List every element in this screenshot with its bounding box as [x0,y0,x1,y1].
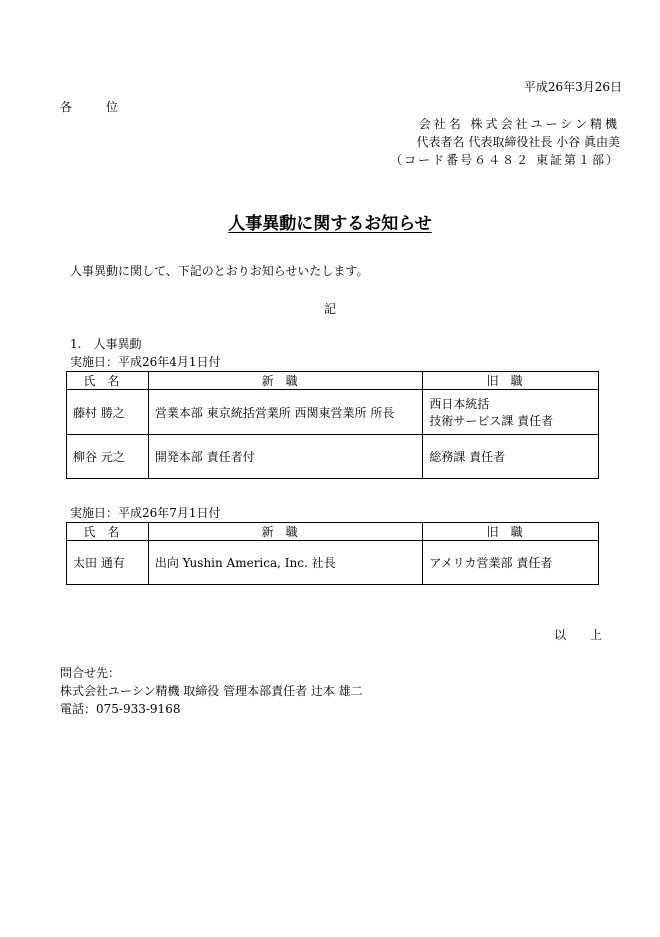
table-row [67,390,599,435]
addressee: 各 位 [60,100,118,114]
new-position: 出向 Yushin America, Inc. 社長 [148,541,423,585]
old-position-line-1: 西日本統括 [429,397,490,411]
company-name: 会社名 株式会社ユーシン精機 [418,117,620,131]
header-old-position: 旧職 [423,372,599,390]
header-name: 氏名 [67,372,149,390]
document-title-text: 人事異動に関するお知らせ [228,214,432,234]
header-new-position: 新職 [148,372,422,390]
table-row [67,435,599,479]
header-old-position: 旧職 [423,523,599,541]
representative-name: 代表者名 代表取締役社長 小谷 眞由美 [416,135,620,149]
closing-mark: 以 上 [554,628,602,642]
old-position [423,390,599,435]
old-position: 総務課 責任者 [423,435,599,479]
stock-code: （コード番号６４８２ 東証第１部） [390,153,620,167]
ki-marker: 記 [323,302,336,316]
person-name: 柳谷 元之 [67,435,149,479]
effective-date-2: 実施日：平成26年7月1日付 [70,506,221,520]
old-position: アメリカ営業部 責任者 [423,541,599,585]
intro-text: 人事異動に関して、下記のとおりお知らせいたします。 [70,264,369,278]
document-date: 平成26年3月26日 [523,80,622,94]
new-position: 開発本部 責任者付 [148,435,422,479]
old-position-line-2: 技術サービス課 責任者 [429,414,554,428]
person-name: 太田 通有 [67,541,149,585]
section-heading: 1. 人事異動 [70,337,142,351]
personnel-table-1 [66,371,599,479]
header-new-position: 新職 [148,523,423,541]
header-name: 氏名 [67,523,149,541]
new-position: 営業本部 東京統括営業所 西関東営業所 所長 [148,390,422,435]
contact-person: 株式会社ユーシン精機 取締役 管理本部責任者 辻本 雄二 [60,684,363,698]
table-header-row [67,523,599,541]
person-name: 藤村 勝之 [67,390,149,435]
table-header-row [67,372,599,390]
contact-label: 問合せ先： [60,666,121,680]
effective-date-1: 実施日：平成26年4月1日付 [70,355,221,369]
document-title [0,214,660,234]
contact-phone: 電話：075-933-9168 [60,702,181,716]
table-row [67,541,599,585]
personnel-table-2 [66,522,599,585]
